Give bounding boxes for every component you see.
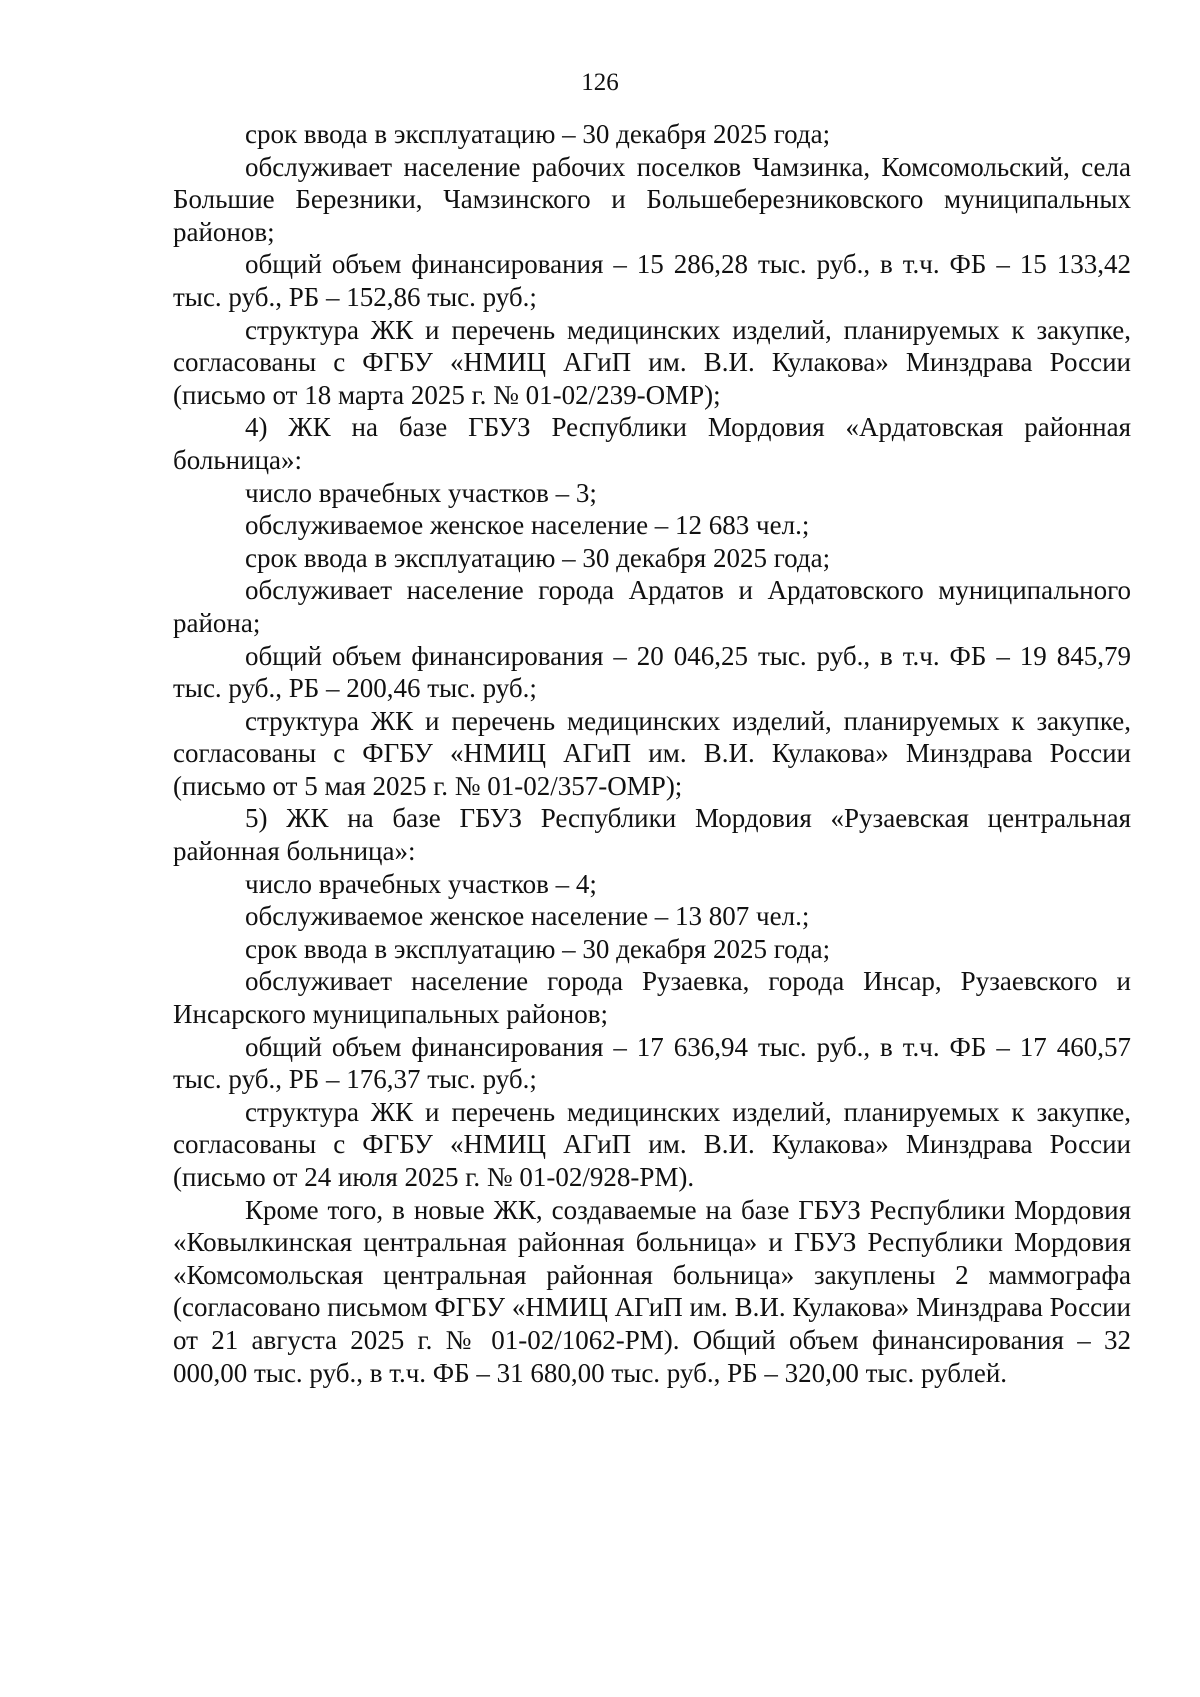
paragraph-service-area-5: обслуживает население города Рузаевка, города Инсар, Рузаевского и Инсарского муниципальных районов;: [173, 966, 1131, 1030]
paragraph-structure-agreement-3: структура ЖК и перечень медицинских изделий, планируемых к закупке, согласованы с ФГБУ «НМИЦ АГиП им. В.И. Кулакова» Минздрава России (письмо от 18 марта 2025 г. № 01-02/239-ОМР);: [173, 314, 1131, 410]
paragraph-service-area-4: обслуживает население города Ардатов и Ардатовского муниципального района;: [173, 575, 1131, 638]
paragraph-commissioning-date-5: срок ввода в эксплуатацию – 30 декабря 2025 года;: [245, 933, 831, 964]
document-body: [173, 118, 1131, 1389]
paragraph-service-area-3: обслуживает население рабочих поселков Чамзинка, Комсомольский, села Большие Березники, Чамзинского и Большеберезниковского муниципальных районов;: [173, 151, 1131, 247]
paragraph-mammographs-summary: Кроме того, в новые ЖК, создаваемые на базе ГБУЗ Республики Мордовия «Ковылкинская центральная районная больница» и ГБУЗ Республики Мордовия «Комсомольская центральная районная больница» закуплены 2 маммографа (согласовано письмом ФГБУ «НМИЦ АГиП им. В.И. Кулакова» Минздрава России от 21 августа 2025 г. № 01-02/1062-РМ). Общий объем финансирования – 32 000,00 тыс. руб., в т.ч. ФБ – 31 680,00 тыс. руб., РБ – 320,00 тыс. рублей.: [173, 1194, 1131, 1388]
paragraph-funding-3: общий объем финансирования – 15 286,28 тыс. руб., в т.ч. ФБ – 15 133,42 тыс. руб., РБ – 152,86 тыс. руб.;: [173, 249, 1131, 312]
paragraph-female-population-5: обслуживаемое женское население – 13 807 чел.;: [245, 901, 810, 932]
paragraph-commissioning-date-3: срок ввода в эксплуатацию – 30 декабря 2025 года;: [245, 119, 831, 149]
paragraph-commissioning-date-4: срок ввода в эксплуатацию – 30 декабря 2025 года;: [245, 542, 831, 573]
paragraph-funding-5: общий объем финансирования – 17 636,94 тыс. руб., в т.ч. ФБ – 17 460,57 тыс. руб., РБ – 176,37 тыс. руб.;: [173, 1031, 1131, 1095]
paragraph-funding-4: общий объем финансирования – 20 046,25 тыс. руб., в т.ч. ФБ – 19 845,79 тыс. руб., РБ – 200,46 тыс. руб.;: [173, 640, 1131, 704]
paragraph-structure-agreement-5: структура ЖК и перечень медицинских изделий, планируемых к закупке, согласованы с ФГБУ «НМИЦ АГиП им. В.И. Кулакова» Минздрава России (письмо от 24 июля 2025 г. № 01-02/928-РМ).: [173, 1096, 1131, 1192]
paragraph-item-4-heading: 4) ЖК на базе ГБУЗ Республики Мордовия «Ардатовская районная больница»:: [173, 412, 1131, 475]
paragraph-female-population-4: обслуживаемое женское население – 12 683 чел.;: [245, 510, 810, 541]
paragraph-item-5-heading: 5) ЖК на базе ГБУЗ Республики Мордовия «Рузаевская центральная районная больница»:: [173, 803, 1131, 867]
paragraph-medical-areas-5: число врачебных участков – 4;: [245, 868, 597, 899]
paragraph-medical-areas-4: число врачебных участков – 3;: [245, 477, 597, 508]
page-number: 126: [581, 69, 619, 96]
paragraph-structure-agreement-4: структура ЖК и перечень медицинских изделий, планируемых к закупке, согласованы с ФГБУ «НМИЦ АГиП им. В.И. Кулакова» Минздрава России (письмо от 5 мая 2025 г. № 01-02/357-ОМР);: [173, 705, 1131, 801]
